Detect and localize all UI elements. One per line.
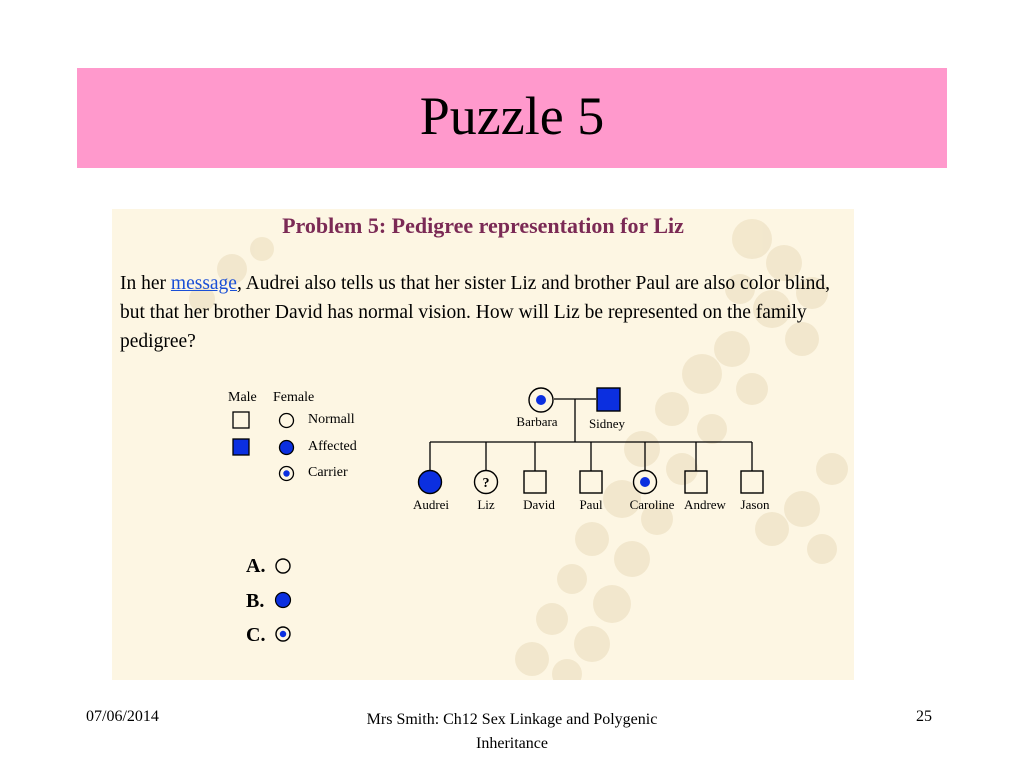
- pedigree-david-normal-square: [523, 470, 547, 494]
- pedigree-label-andrew: Andrew: [684, 497, 726, 512]
- option-c-carrier-circle[interactable]: [274, 625, 294, 645]
- option-a-normal-circle[interactable]: [274, 557, 294, 577]
- pedigree-label-liz: Liz: [477, 497, 495, 512]
- slide-title: Puzzle 5: [419, 86, 605, 146]
- pedigree-caroline-carrier-circle: [632, 469, 658, 495]
- footer-date: 07/06/2014: [86, 708, 159, 725]
- pedigree-label-sidney: Sidney: [588, 416, 626, 431]
- pedigree-barbara-carrier-circle: [527, 386, 555, 414]
- pedigree-label-jason: Jason: [740, 497, 770, 512]
- option-b-affected-circle[interactable]: [274, 591, 294, 611]
- legend-label-normal: Normall: [308, 412, 355, 427]
- pedigree-liz-question-mark: ?: [482, 476, 490, 491]
- footer-title: Mrs Smith: Ch12 Sex Linkage and Polygenic Inheritance: [366, 711, 658, 752]
- option-a-label: A.: [246, 555, 266, 577]
- pedigree-lines: [112, 209, 854, 680]
- pedigree-andrew-normal-square: [684, 470, 708, 494]
- option-b-label: B.: [246, 590, 265, 612]
- pedigree-label-barbara: Barbara: [516, 414, 558, 429]
- pedigree-liz-unknown-circle: [473, 469, 499, 495]
- pedigree-audrei-affected-circle: [417, 469, 443, 495]
- legend-label-carrier: Carrier: [308, 465, 348, 480]
- problem-text-start: In her: [120, 273, 171, 294]
- legend-label-affected: Affected: [308, 439, 357, 454]
- message-link[interactable]: message: [170, 273, 237, 294]
- slide-number: 25: [916, 708, 932, 725]
- pedigree-jason-normal-square: [740, 470, 764, 494]
- problem-heading: Problem 5: Pedigree representation for Liz: [282, 213, 684, 238]
- pedigree-label-audrei: Audrei: [412, 497, 450, 512]
- pedigree-sidney-affected-square: [596, 387, 621, 412]
- problem-text-rest: , Audrei also tells us that her sister Liz and brother Paul are also color blind, but that her brother David has normal vision. How will Liz be represented on the family pedigree?: [120, 273, 830, 352]
- problem-panel: [112, 209, 854, 680]
- option-c-label: C.: [246, 624, 266, 646]
- pedigree-label-david: David: [523, 497, 555, 512]
- legend-female-header: Female: [273, 390, 315, 405]
- legend-male-header: Male: [228, 390, 257, 405]
- pedigree-label-caroline: Caroline: [629, 497, 675, 512]
- pedigree-label-paul: Paul: [579, 497, 603, 512]
- title-bar: [77, 68, 947, 168]
- pedigree-paul-normal-square: [579, 470, 603, 494]
